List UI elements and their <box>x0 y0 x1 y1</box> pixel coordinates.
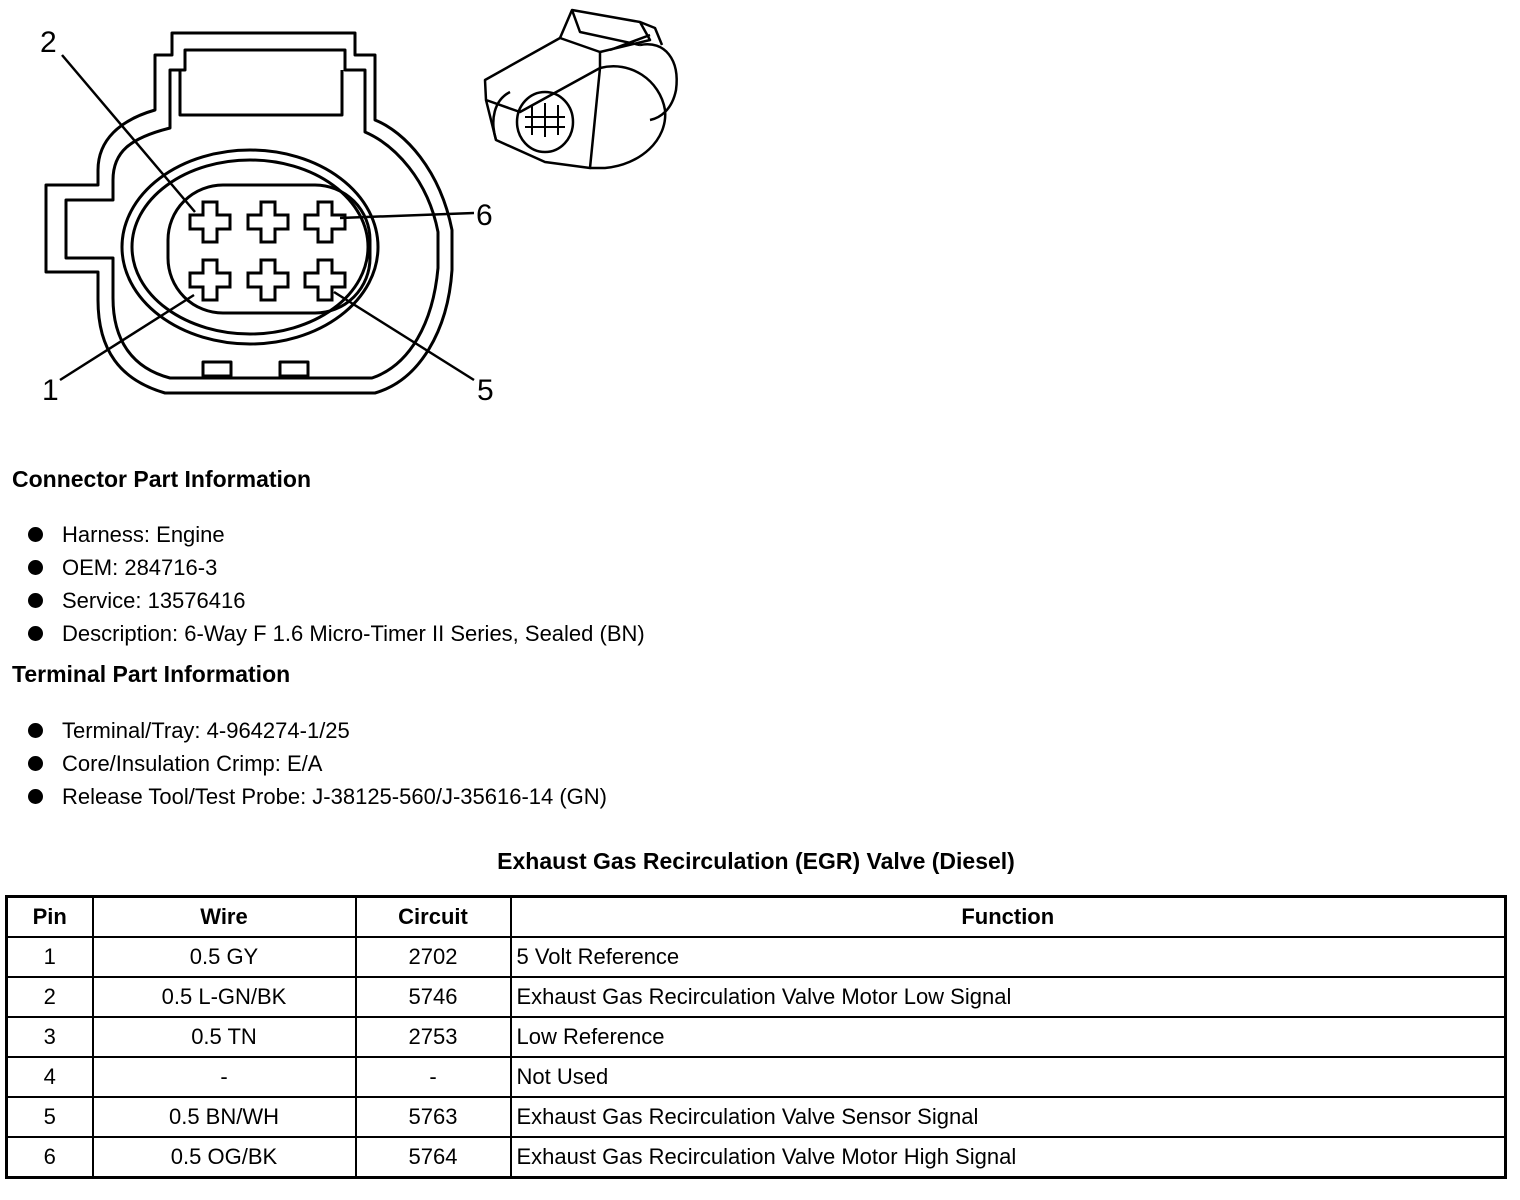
leader-line-pin5 <box>334 292 474 380</box>
table-header-row <box>7 897 1506 938</box>
cell-pin: 4 <box>7 1057 93 1097</box>
list-item: Release Tool/Test Probe: J-38125-560/J-35616-14 (GN) <box>28 780 607 813</box>
cell-circuit: 2702 <box>356 937 511 977</box>
table-row <box>7 977 1506 1017</box>
list-item: Core/Insulation Crimp: E/A <box>28 747 607 780</box>
cell-pin: 2 <box>7 977 93 1017</box>
callout-pin6: 6 <box>476 199 493 232</box>
terminal-cavity <box>190 202 230 242</box>
terminal-cavity <box>190 260 230 300</box>
cell-function: 5 Volt Reference <box>511 937 1506 977</box>
terminal-cavity <box>248 202 288 242</box>
bullet-icon <box>28 593 43 608</box>
cell-circuit: 2753 <box>356 1017 511 1057</box>
table-title: Exhaust Gas Recirculation (EGR) Valve (Diesel) <box>497 848 1015 874</box>
cell-pin: 5 <box>7 1097 93 1137</box>
cell-wire: 0.5 TN <box>93 1017 356 1057</box>
callout-pin1: 1 <box>42 374 59 407</box>
table-row <box>7 937 1506 977</box>
column-header-function: Function <box>511 897 1506 938</box>
cell-circuit: 5746 <box>356 977 511 1017</box>
cell-function: Exhaust Gas Recirculation Valve Motor Low Signal <box>511 977 1506 1017</box>
terminal-info-heading: Terminal Part Information <box>12 661 291 687</box>
bottom-tab-right <box>280 362 308 376</box>
terminal-info-list <box>28 714 607 813</box>
connector-illustration <box>485 10 677 168</box>
column-header-pin: Pin <box>7 897 93 938</box>
terminal-cavity <box>248 260 288 300</box>
cell-function: Exhaust Gas Recirculation Valve Motor High Signal <box>511 1137 1506 1178</box>
cell-circuit: 5764 <box>356 1137 511 1178</box>
bullet-icon <box>28 723 43 738</box>
cell-function: Not Used <box>511 1057 1506 1097</box>
terminal-cavity <box>305 202 345 242</box>
bullet-icon <box>28 789 43 804</box>
leader-line-pin1 <box>60 295 194 380</box>
cell-pin: 3 <box>7 1017 93 1057</box>
leader-line-pin2 <box>62 55 195 212</box>
cell-wire: 0.5 OG/BK <box>93 1137 356 1178</box>
cell-pin: 6 <box>7 1137 93 1178</box>
bullet-icon <box>28 560 43 575</box>
connector-housing-outline <box>46 33 452 393</box>
bullet-icon <box>28 756 43 771</box>
table-row <box>7 1057 1506 1097</box>
table-row <box>7 1017 1506 1057</box>
list-item: OEM: 284716-3 <box>28 551 645 584</box>
list-item: Harness: Engine <box>28 518 645 551</box>
table-row <box>7 1097 1506 1137</box>
list-item: Terminal/Tray: 4-964274-1/25 <box>28 714 607 747</box>
connector-diagram <box>0 0 720 420</box>
callout-pin5: 5 <box>477 374 494 407</box>
cell-wire: - <box>93 1057 356 1097</box>
table-row <box>7 1137 1506 1178</box>
cell-function: Exhaust Gas Recirculation Valve Sensor Signal <box>511 1097 1506 1137</box>
latch-notch <box>180 70 342 115</box>
bullet-icon <box>28 626 43 641</box>
connector-info-list <box>28 518 645 650</box>
connector-info-heading: Connector Part Information <box>12 466 312 492</box>
list-item: Service: 13576416 <box>28 584 645 617</box>
column-header-circuit: Circuit <box>356 897 511 938</box>
cell-wire: 0.5 GY <box>93 937 356 977</box>
cell-function: Low Reference <box>511 1017 1506 1057</box>
callout-pin2: 2 <box>40 26 57 59</box>
bottom-tab-left <box>203 362 231 376</box>
list-item: Description: 6-Way F 1.6 Micro-Timer II Series, Sealed (BN) <box>28 617 645 650</box>
cell-wire: 0.5 L-GN/BK <box>93 977 356 1017</box>
cell-circuit: - <box>356 1057 511 1097</box>
pin-table <box>5 895 1507 1179</box>
bullet-icon <box>28 527 43 542</box>
cell-circuit: 5763 <box>356 1097 511 1137</box>
cell-wire: 0.5 BN/WH <box>93 1097 356 1137</box>
cell-pin: 1 <box>7 937 93 977</box>
column-header-wire: Wire <box>93 897 356 938</box>
